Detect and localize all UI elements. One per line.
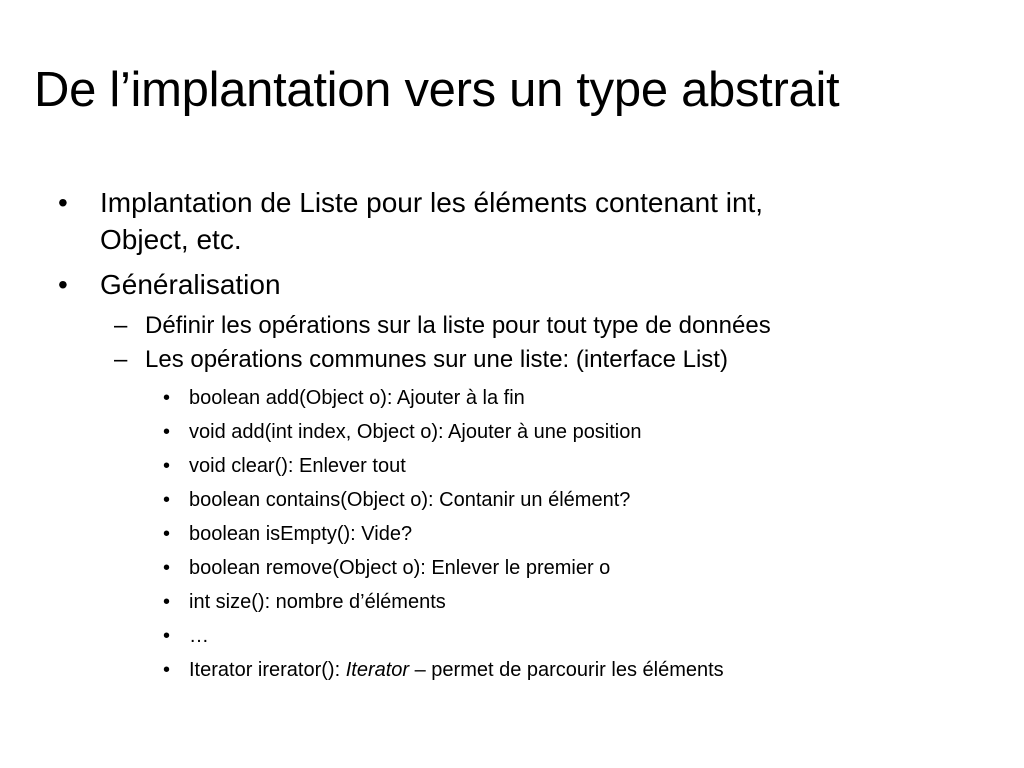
method-text bbox=[189, 657, 724, 683]
method-text: boolean isEmpty(): Vide? bbox=[189, 523, 413, 545]
slide-title: De l’implantation vers un type abstrait bbox=[34, 63, 840, 117]
dash-marker: – bbox=[114, 312, 128, 339]
method-item-add-index bbox=[163, 419, 642, 445]
dash-marker: – bbox=[114, 346, 128, 373]
bullet-implantation bbox=[58, 184, 763, 258]
sub-item-text: Les opérations communes sur une liste: (interface List) bbox=[145, 346, 728, 373]
method-item-contains bbox=[163, 487, 630, 513]
bullet-text-line2: Object, etc. bbox=[100, 224, 242, 255]
bullet-marker: • bbox=[58, 269, 68, 300]
bullet-generalisation bbox=[58, 266, 281, 303]
bullet-marker: • bbox=[163, 659, 171, 681]
bullet-marker: • bbox=[163, 557, 171, 579]
bullet-marker: • bbox=[163, 455, 171, 477]
method-text: int size(): nombre d’éléments bbox=[189, 591, 446, 613]
method-text-italic: Iterator bbox=[345, 659, 410, 681]
method-item-size bbox=[163, 589, 446, 615]
bullet-marker: • bbox=[163, 625, 171, 647]
method-text: boolean add(Object o): Ajouter à la fin bbox=[189, 387, 525, 409]
method-text: boolean contains(Object o): Contanir un élément? bbox=[189, 489, 631, 511]
method-item-iterator bbox=[163, 657, 724, 683]
method-item-remove bbox=[163, 555, 610, 581]
method-text: void clear(): Enlever tout bbox=[189, 455, 406, 477]
method-item-ellipsis bbox=[163, 623, 209, 649]
method-text: … bbox=[189, 625, 209, 647]
method-text-before: Iterator irerator(): bbox=[189, 659, 346, 681]
method-text-after: – permet de parcourir les éléments bbox=[409, 659, 724, 681]
method-text: void add(int index, Object o): Ajouter à une position bbox=[189, 421, 642, 443]
method-text: boolean remove(Object o): Enlever le premier o bbox=[189, 557, 611, 579]
sub-item-text: Définir les opérations sur la liste pour tout type de données bbox=[145, 312, 771, 339]
bullet-marker: • bbox=[163, 489, 171, 511]
method-item-clear bbox=[163, 453, 406, 479]
bullet-text: Généralisation bbox=[100, 269, 281, 300]
bullet-marker: • bbox=[163, 591, 171, 613]
sub-item-definir bbox=[114, 310, 771, 342]
bullet-marker: • bbox=[58, 187, 68, 218]
bullet-marker: • bbox=[163, 421, 171, 443]
bullet-text-line1: Implantation de Liste pour les éléments contenant int, bbox=[100, 187, 764, 218]
method-item-isempty bbox=[163, 521, 412, 547]
sub-item-operations bbox=[114, 344, 728, 376]
bullet-marker: • bbox=[163, 523, 171, 545]
method-item-add bbox=[163, 385, 525, 411]
bullet-marker: • bbox=[163, 387, 171, 409]
